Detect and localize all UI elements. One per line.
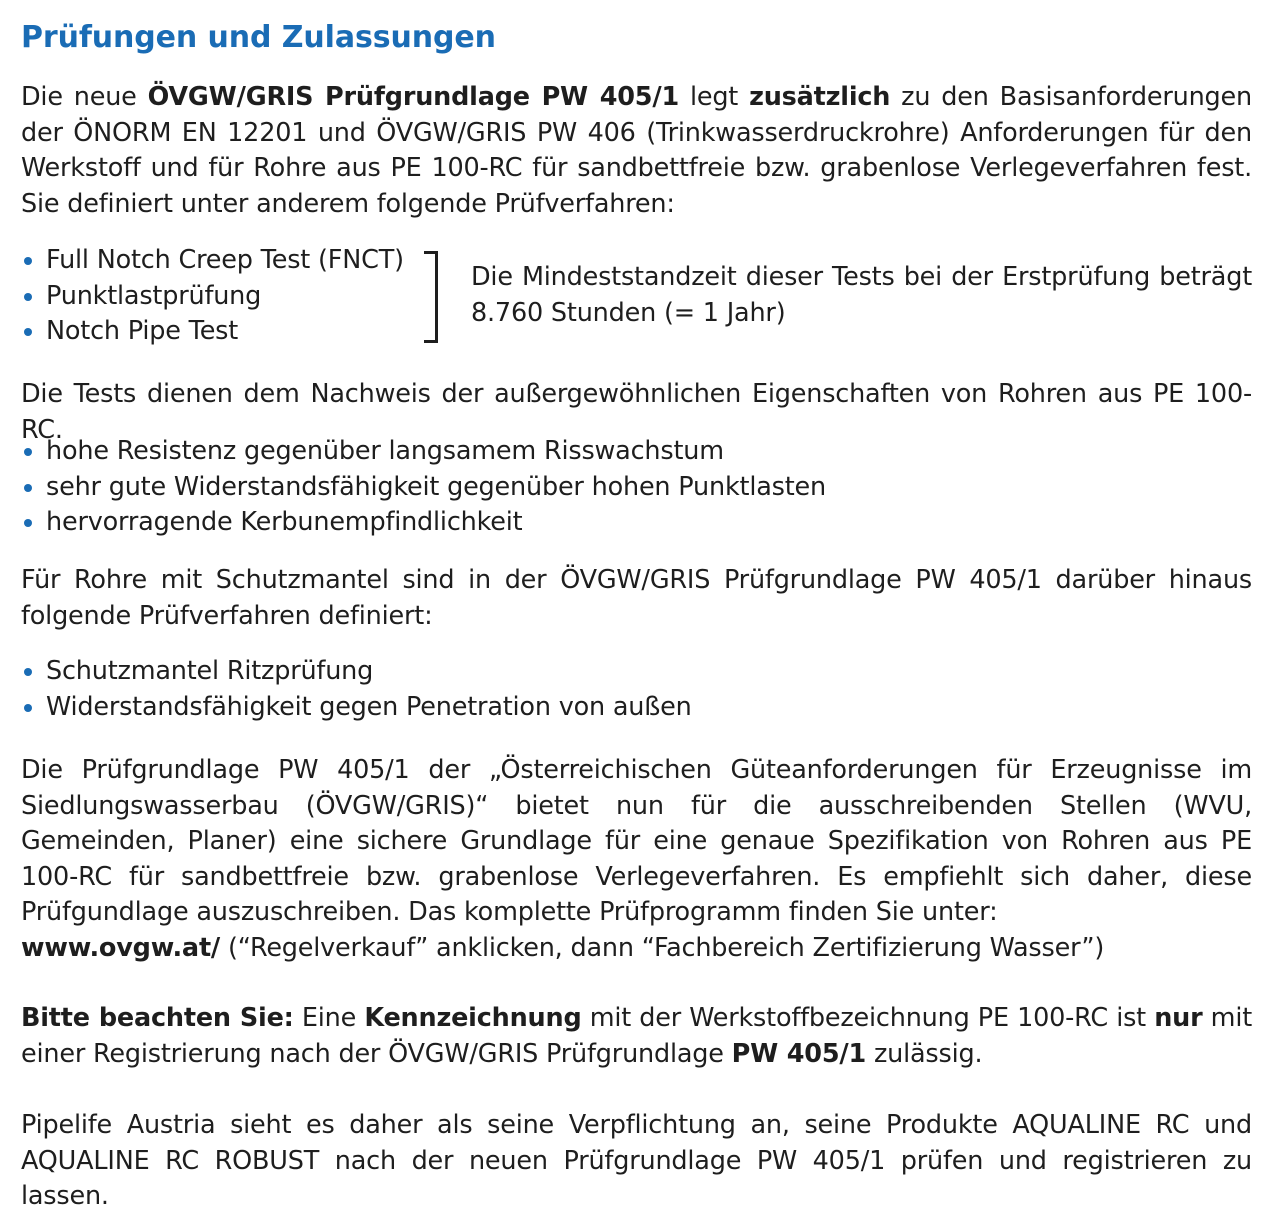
- page-title: Prüfungen und Zulassungen: [21, 20, 496, 55]
- purpose-paragraph: Die Tests dienen dem Nachweis der außergewöhnlichen Eigenschaften von Rohren aus PE 100-RC.: [21, 379, 1252, 445]
- test-methods-list: [21, 243, 404, 350]
- properties-list: [21, 434, 826, 541]
- list-item: Full Notch Creep Test (FNCT): [21, 243, 404, 279]
- list-item: hervorragende Kerbunempfindlichkeit: [21, 505, 826, 541]
- right-bracket-icon: [424, 251, 438, 343]
- closing-paragraph: Pipelife Austria sieht es daher als seine Verpflichtung an, seine Produkte AQUALINE RC und AQUALINE RC ROBUST nach der neuen Prüfgrundlage PW 405/1 prüfen und registrieren zu lassen.: [21, 1110, 1252, 1211]
- protective-intro-paragraph: Für Rohre mit Schutzmantel sind in der ÖVGW/GRIS Prüfgrundlage PW 405/1 darüber hinaus folgende Prüfverfahren definiert:: [21, 565, 1252, 631]
- bullet-icon: [24, 668, 32, 676]
- notice-paragraph: Bitte beachten Sie: Eine Kennzeichnung mit der Werkstoffbezeichnung PE 100-RC ist nur mit einer Registrierung nach der ÖVGW/GRIS Prüfgrundlage PW 405/1 zulässig.: [21, 1003, 1253, 1069]
- emphasis-additional: zusätzlich: [749, 82, 891, 112]
- bullet-icon: [24, 257, 32, 265]
- bullet-icon: [24, 519, 32, 527]
- list-item: sehr gute Widerstandsfähigkeit gegenüber hohen Punktlasten: [21, 470, 826, 506]
- bullet-icon: [24, 293, 32, 301]
- list-item: Widerstandsfähigkeit gegen Penetration von außen: [21, 690, 692, 726]
- list-item: Notch Pipe Test: [21, 314, 404, 350]
- bullet-icon: [24, 448, 32, 456]
- intro-paragraph: Die neue ÖVGW/GRIS Prüfgrundlage PW 405/1 legt zusätzlich zu den Basisanforderungen der ÖNORM EN 12201 und ÖVGW/GRIS PW 406 (Trinkwasserdruckrohre) Anforderungen für den Werkstoff und für Rohre aus PE 100-RC für sandbettfreie bzw. grabenlose Verlegeverfahren fest. Sie definiert unter anderem folgende Prüfverfahren:: [21, 82, 1252, 219]
- list-item: Punktlastprüfung: [21, 279, 404, 315]
- notice-label: Bitte beachten Sie:: [21, 1003, 294, 1033]
- list-item: hohe Resistenz gegenüber langsamem Risswachstum: [21, 434, 826, 470]
- basis-paragraph: Die Prüfgrundlage PW 405/1 der „Österreichischen Güteanforderungen für Erzeugnisse im Siedlungswasserbau (ÖVGW/GRIS)“ bietet nun für die ausschreibenden Stellen (WVU, Gemeinden, Planer) eine sichere Grundlage für eine genaue Spezifikation von Rohren aus PE 100-RC für sandbettfreie bzw. grabenlose Verlegeverfahren. Es empfiehlt sich daher, diese Prüfgundlage auszuschreiben. Das komplette Prüfprogramm finden Sie unter: www.ovgw.at/ (“Regelverkauf” anklicken, dann “Fachbereich Zertifizierung Wasser”): [21, 755, 1252, 963]
- test-duration-note: Die Mindeststandzeit dieser Tests bei der Erstprüfung beträgt 8.760 Stunden (= 1 Jahr): [471, 262, 1252, 328]
- bullet-icon: [24, 704, 32, 712]
- standard-name: ÖVGW/GRIS Prüfgrundlage PW 405/1: [147, 82, 679, 112]
- ovgw-link[interactable]: www.ovgw.at/: [21, 932, 221, 963]
- list-item: Schutzmantel Ritzprüfung: [21, 654, 692, 690]
- protective-tests-list: [21, 654, 692, 725]
- bullet-icon: [24, 484, 32, 492]
- bullet-icon: [24, 328, 32, 336]
